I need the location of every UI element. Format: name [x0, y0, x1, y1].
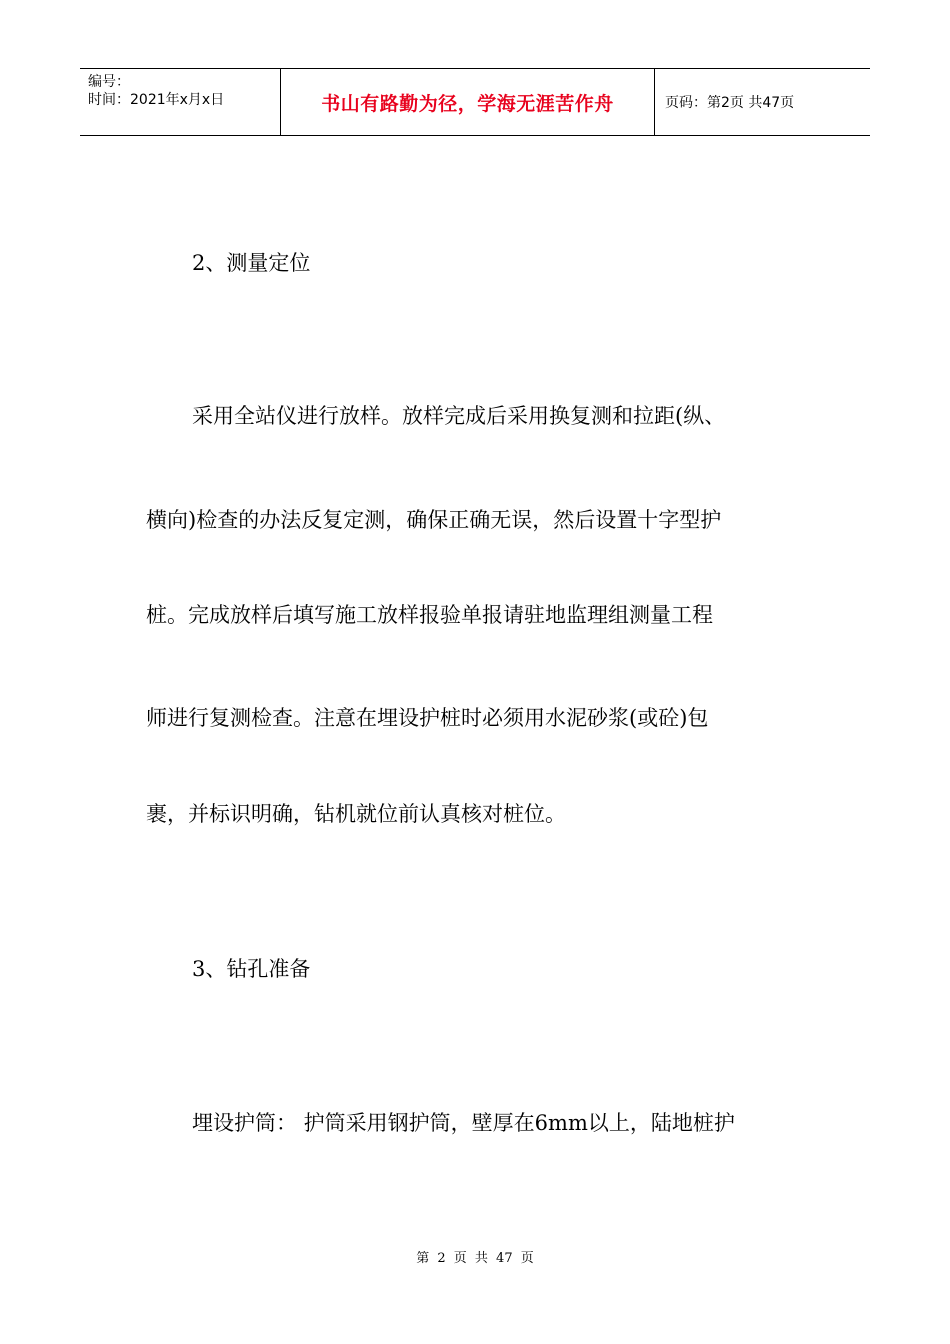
document-number-label: 编号： — [88, 74, 130, 90]
paragraph-line: 裹，并标识明确，钻机就位前认真核对桩位。 — [146, 802, 566, 826]
header-page-cell — [655, 69, 870, 135]
document-header — [80, 68, 870, 136]
section-heading-3: 3、钻孔准备 — [192, 957, 311, 981]
header-page-info: 页码：第2页 共47页 — [665, 95, 795, 111]
document-date: 时间：2021年x月x日 — [88, 92, 225, 108]
paragraph-line: 横向)检查的办法反复定测，确保正确无误，然后设置十字型护 — [146, 508, 722, 532]
header-motto-cell — [281, 69, 655, 135]
paragraph-line: 师进行复测检查。注意在埋设护桩时必须用水泥砂浆(或砼)包 — [146, 706, 709, 730]
paragraph-line: 采用全站仪进行放样。放样完成后采用换复测和拉距(纵、 — [192, 404, 726, 428]
paragraph-line: 埋设护筒： 护筒采用钢护筒，壁厚在6mm以上，陆地桩护 — [192, 1111, 735, 1135]
section-heading-2: 2、测量定位 — [192, 251, 311, 275]
paragraph-line: 桩。完成放样后填写施工放样报验单报请驻地监理组测量工程 — [146, 603, 713, 627]
page-footer: 第 2 页 共 47 页 — [416, 1251, 534, 1266]
header-meta-cell — [80, 69, 281, 135]
header-motto: 书山有路勤为径，学海无涯苦作舟 — [321, 92, 614, 115]
